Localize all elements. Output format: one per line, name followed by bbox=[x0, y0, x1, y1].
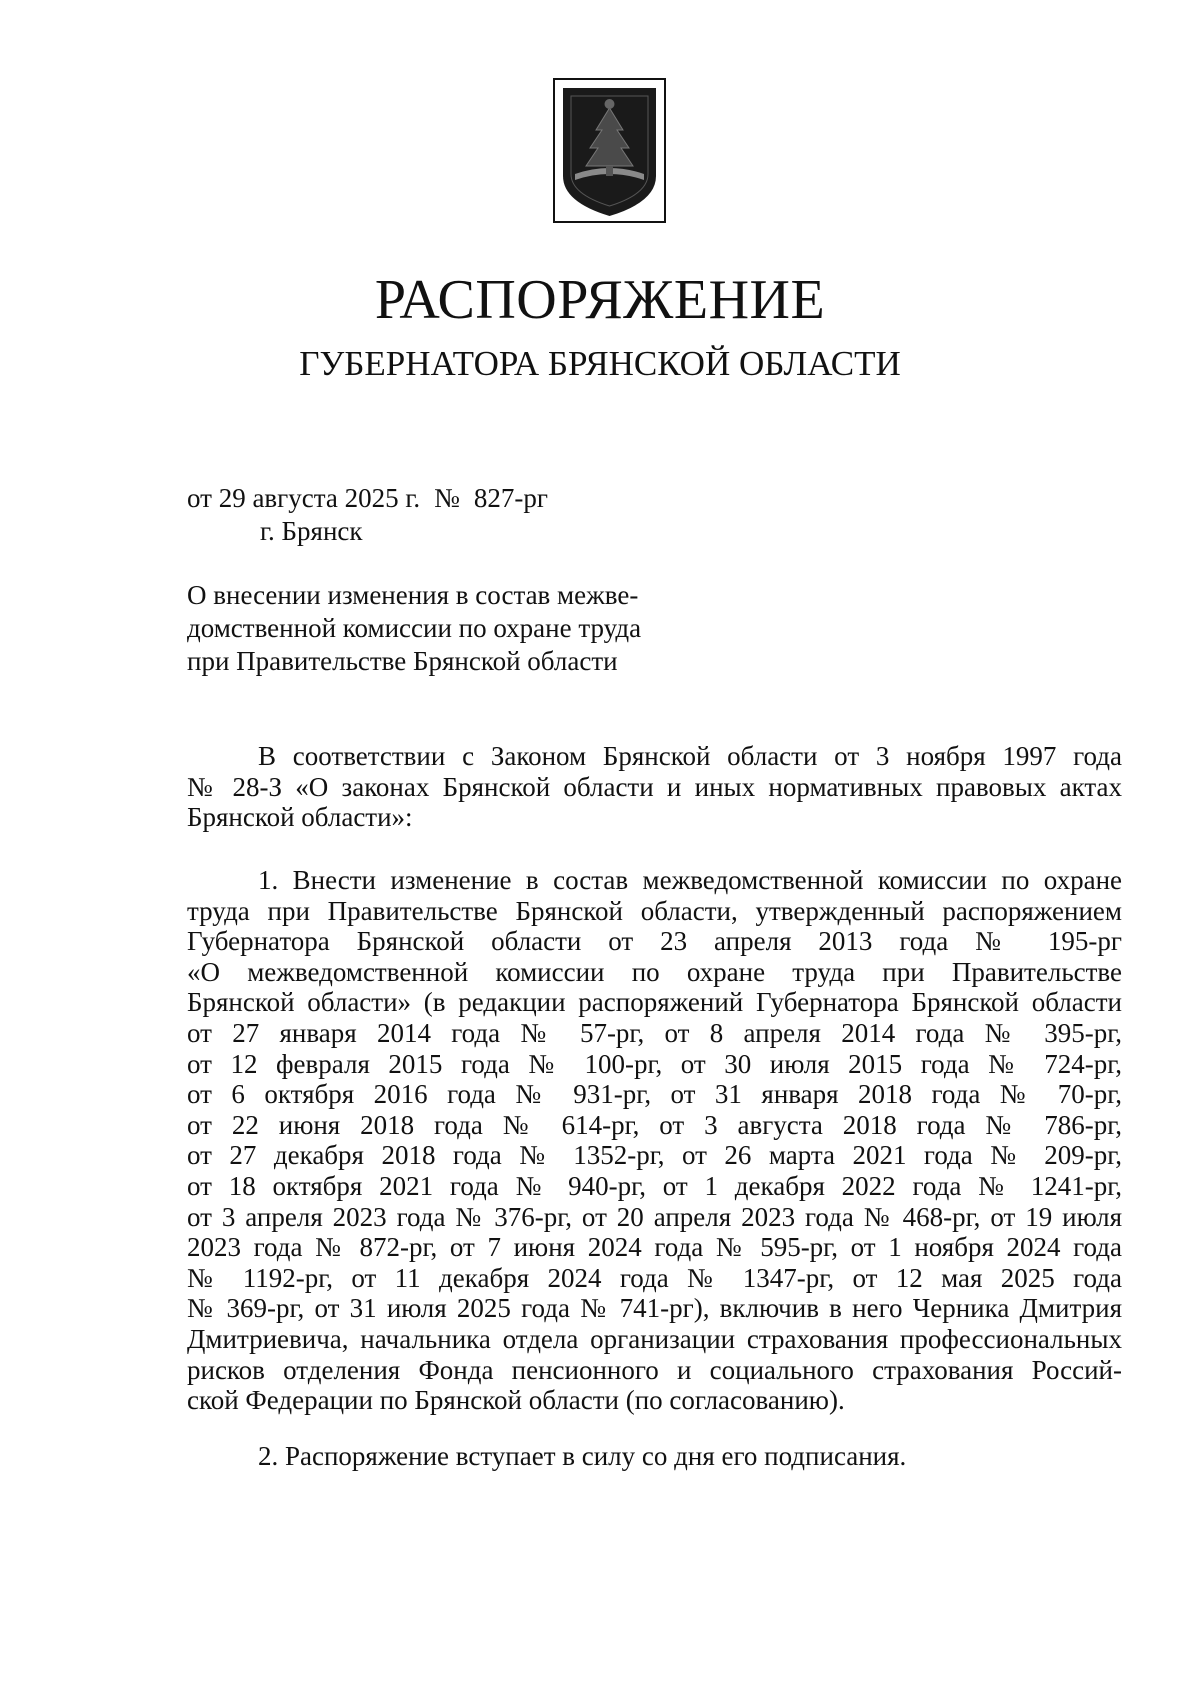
preamble-paragraph bbox=[187, 741, 1122, 833]
paragraph-line: от 12 февраля 2015 года № 100-рг, от 30 июля 2015 года № 724-рг, bbox=[187, 1048, 1122, 1079]
paragraph-line: рисков отделения Фонда пенсионного и социального страхования Россий- bbox=[187, 1354, 1122, 1385]
paragraph-line: от 22 июня 2018 года № 614-рг, от 3 августа 2018 года № 786-рг, bbox=[187, 1109, 1122, 1140]
paragraph-line: № 369-рг, от 31 июля 2025 года № 741-рг), включив в него Черника Дмитрия bbox=[187, 1293, 1122, 1324]
paragraph-line: 2023 года № 872-рг, от 7 июня 2024 года № 595-рг, от 1 ноября 2024 года bbox=[187, 1232, 1122, 1263]
paragraph-line: 2. Распоряжение вступает в силу со дня его подписания. bbox=[258, 1441, 907, 1471]
document-date: от 29 августа 2025 г. bbox=[187, 483, 421, 513]
document-city: г. Брянск bbox=[260, 516, 363, 546]
paragraph-line: Брянской области»: bbox=[187, 802, 413, 833]
item-1-paragraph bbox=[187, 865, 1122, 1416]
paragraph-line: № 28-З «О законах Брянской области и иных нормативных правовых актах bbox=[187, 771, 1122, 802]
paragraph-line: от 27 января 2014 года № 57-рг, от 8 апреля 2014 года № 395-рг, bbox=[187, 1017, 1122, 1048]
paragraph-line: 1. Внести изменение в состав межведомственной комиссии по охране bbox=[258, 865, 1122, 895]
paragraph-line: труда при Правительстве Брянской области, утвержденный распоряжением bbox=[187, 895, 1122, 926]
paragraph-line: ской Федерации по Брянской области (по согласованию). bbox=[187, 1385, 845, 1416]
paragraph-line: от 3 апреля 2023 года № 376-рг, от 20 апреля 2023 года № 468-рг, от 19 июля bbox=[187, 1201, 1122, 1232]
paragraph-line: от 18 октября 2021 года № 940-рг, от 1 декабря 2022 года № 1241-рг, bbox=[187, 1170, 1122, 1201]
paragraph-line: Брянской области» (в редакции распоряжений Губернатора Брянской области bbox=[187, 987, 1122, 1018]
document-date-number bbox=[187, 481, 548, 515]
document-title: РАСПОРЯЖЕНИЕ bbox=[374, 269, 826, 331]
paragraph-line: «О межведомственной комиссии по охране труда при Правительстве bbox=[187, 956, 1122, 987]
paragraph-line: Губернатора Брянской области от 23 апреля 2013 года № 195-рг bbox=[187, 926, 1122, 957]
paragraph-line: от 6 октября 2016 года № 931-рг, от 31 января 2018 года № 70-рг, bbox=[187, 1079, 1122, 1110]
subject-line: при Правительстве Брянской области bbox=[187, 646, 618, 676]
document-number-label: № bbox=[434, 483, 460, 513]
document-subject bbox=[187, 579, 707, 678]
document-number: 827-рг bbox=[473, 483, 548, 513]
document-subtitle: ГУБЕРНАТОРА БРЯНСКОЙ ОБЛАСТИ bbox=[299, 344, 901, 383]
paragraph-line: В соответствии с Законом Брянской области от 3 ноября 1997 года bbox=[258, 741, 1122, 771]
coat-of-arms-icon bbox=[553, 78, 666, 223]
paragraph-line: Дмитриевича, начальника отдела организации страхования профессиональных bbox=[187, 1323, 1122, 1354]
subject-line: домственной комиссии по охране труда bbox=[187, 613, 642, 643]
paragraph-line: от 27 декабря 2018 года № 1352-рг, от 26 марта 2021 года № 209-рг, bbox=[187, 1140, 1122, 1171]
item-2-paragraph bbox=[187, 1441, 1122, 1472]
subject-line: О внесении изменения в состав межве- bbox=[187, 580, 639, 610]
paragraph-line: № 1192-рг, от 11 декабря 2024 года № 1347-рг, от 12 мая 2025 года bbox=[187, 1262, 1122, 1293]
